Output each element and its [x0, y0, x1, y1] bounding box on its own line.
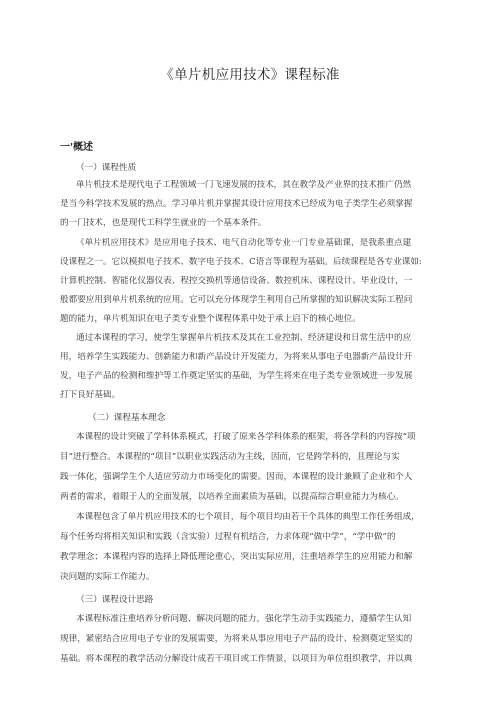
paragraph-line: 每个任务均将相关知识和实践（含实验）过程有机结合，力求体现“做中学”，“学中做”的: [60, 532, 396, 542]
paragraph-line: 本课程包含了单片机应用技术的七个项目，每个项目均由若干个具体的典型工作任务组成，: [76, 512, 420, 522]
paragraph-line: 的一门技术，也是现代工科学生就业的一个基本条件。: [60, 218, 267, 228]
paragraph-line: 设课程之一。它以模拟电子技术、数字电子技术、C语言等课程为基础。后续课程是各专业课如:: [60, 257, 422, 267]
section-heading-overview: 一'概述: [60, 142, 94, 153]
paragraph-line: 本课程标准注重培养分析问题、解决问题的能力，强化学生动手实践能力，遵循学生认知: [76, 614, 412, 624]
paragraph-line: 发，电子产品的检测和维护等工作奠定坚实的基础，为学生将来在电子类专业领域进一步发展: [60, 371, 413, 381]
subheading-basic-concept: （二）课程基本理念: [88, 413, 166, 423]
paragraph-line: 两者的需求，着眼于人的全面发展，以培养全面素质为基础，以提高综合职业能力为核心。: [60, 492, 404, 502]
paragraph-line: 规律，紧密结合应用电子专业的发展需要，为将来从事应用电子产品的设计、检测奠定坚实的: [60, 634, 413, 644]
document-title: 《单片机应用技术》课程标准: [160, 67, 340, 83]
paragraph-line: 单片机技术是现代电子工程领域一门飞速发展的技术，其在教学及产业界的技术推广仍然: [76, 180, 412, 190]
paragraph-line: 是当今科学技术发展的热点。学习单片机并掌握其设计应用技术已经成为电子类学生必须掌握: [60, 199, 413, 209]
paragraph-line: 打下良好基础。: [60, 390, 121, 400]
paragraph-line: 践一体化，强调学生个人适应劳动力市场变化的需要。因而，本课程的设计兼顾了企业和个人: [60, 472, 413, 482]
paragraph-line: 般都要应用到单片机系统的应用。它可以充分体现学生利用自己所掌握的知识解决实际工程问: [60, 295, 413, 305]
paragraph-line: 基础。将本课程的教学活动分解设计成若干项目或工作情景，以项目为单位组织教学，并以典: [60, 654, 413, 664]
subheading-course-nature: （一）课程性质: [76, 163, 137, 173]
paragraph-line: 用，培养学生实践能力、创新能力和新产品设计开发能力，为将来从事电子电器新产品设计开: [60, 352, 413, 362]
paragraph-line: 本课程的设计突破了学科体系模式，打破了原来各学科体系的框架，将各学科的内容按“项: [76, 432, 416, 442]
paragraph-line: 题的能力，单片机知识在电子类专业整个课程体系中处于承上启下的核心地位。: [60, 314, 361, 324]
paragraph-line: 计算机控制、智能化仪器仪表、程控交换机等通信设备、数控机床、课程设计、毕业设计，一: [60, 276, 413, 286]
paragraph-line: 教学理念；本课程内容的选择上降低理论重心，突出实际应用，注重培养学生的应用能力和解: [60, 552, 413, 562]
paragraph-line: 《单片机应用技术》是应用电子技术、电气自动化等专业一门专业基础课，是我系重点建: [76, 238, 412, 248]
subheading-design-approach: （三）课程设计思路: [76, 595, 154, 605]
paragraph-line: 决问题的实际工作能力。: [60, 572, 155, 582]
paragraph-line: 通过本课程的学习，使学生掌握单片机技术及其在工业控制、经济建设和日常生活中的应: [76, 333, 412, 343]
paragraph-line: 目”进行整合。本课程的“项目”以职业实践活动为主线，因而，它是跨学科的，且理论与实: [60, 452, 400, 462]
